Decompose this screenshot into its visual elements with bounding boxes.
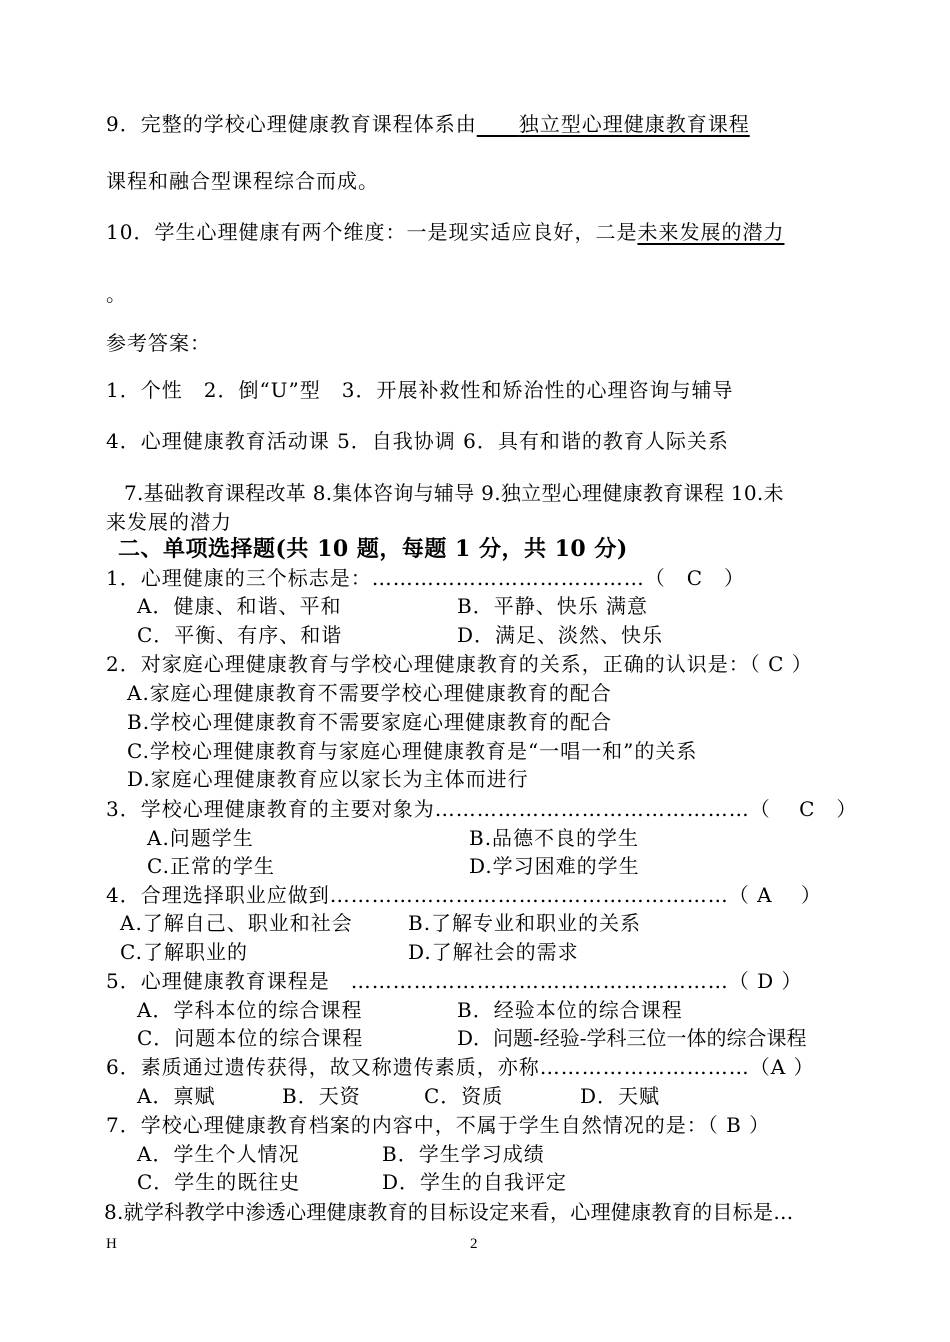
q5-option-c: C．问题本位的综合课程 xyxy=(137,1026,364,1050)
q9-continuation: 课程和融合型课程综合而成。 xyxy=(106,169,379,193)
q5-option-a: A．学科本位的综合课程 xyxy=(137,998,363,1022)
reference-line-4: 来发展的潜力 xyxy=(106,510,232,534)
q10-stem: 10．学生心理健康有两个维度：一是现实适应良好，二是 xyxy=(106,220,638,244)
q1-option-c: C．平衡、有序、和谐 xyxy=(137,623,343,647)
q7-option-d: D．学生的自我评定 xyxy=(382,1170,568,1194)
q1-option-d: D．满足、淡然、快乐 xyxy=(457,623,664,647)
q2-option-c: C.学校心理健康教育与家庭心理健康教育是“一唱一和”的关系 xyxy=(127,739,698,763)
q3-option-b: B.品德不良的学生 xyxy=(469,826,640,850)
reference-label: 参考答案： xyxy=(106,331,211,355)
q2-option-b: B.学校心理健康教育不需要家庭心理健康教育的配合 xyxy=(127,710,613,734)
reference-line-2: 4．心理健康教育活动课 5．自我协调 6．具有和谐的教育人际关系 xyxy=(106,429,729,453)
q4-option-b: B.了解专业和职业的关系 xyxy=(408,911,642,935)
q7-option-b: B．学生学习成绩 xyxy=(382,1142,545,1166)
q10-line xyxy=(106,219,784,245)
q6-option-c: C．资质 xyxy=(424,1084,504,1108)
section-title: 二、单项选择题(共 10 题，每题 1 分，共 10 分) xyxy=(118,536,628,562)
q7-option-a: A．学生个人情况 xyxy=(137,1142,300,1166)
q9-answer: 独立型心理健康教育课程 xyxy=(518,112,750,136)
q9-line xyxy=(106,111,750,137)
question-3-stem: 3．学校心理健康教育的主要对象为………………………………………（ C ） xyxy=(106,797,858,821)
question-6-stem: 6．素质通过遗传获得，故又称遗传素质，亦称…………………………（A ） xyxy=(106,1055,815,1079)
q10-answer: 未来发展的潜力 xyxy=(637,220,785,244)
q5-option-b: B．经验本位的综合课程 xyxy=(457,998,683,1022)
q4-option-a: A.了解自己、职业和社会 xyxy=(120,911,353,935)
q10-continuation: 。 xyxy=(106,282,127,306)
question-4-stem: 4．合理选择职业应做到…………………………………………………（ A ） xyxy=(106,883,822,907)
q7-option-c: C．学生的既往史 xyxy=(137,1170,301,1194)
q3-option-d: D.学习困难的学生 xyxy=(469,854,640,878)
footer-left-mark: H xyxy=(106,1236,117,1252)
q3-option-c: C.正常的学生 xyxy=(147,854,275,878)
reference-line-1: 1．个性 2．倒“U”型 3．开展补救性和矫治性的心理咨询与辅导 xyxy=(106,378,734,402)
q6-option-a: A．禀赋 xyxy=(137,1084,216,1108)
question-2-stem: 2．对家庭心理健康教育与学校心理健康教育的关系，正确的认识是：（ C ） xyxy=(106,652,813,676)
question-5-stem: 5．心理健康教育课程是 ………………………………………………（ D ） xyxy=(106,969,803,993)
q1-option-b: B．平静、快乐 满意 xyxy=(457,594,649,618)
q4-option-d: D.了解社会的需求 xyxy=(408,940,579,964)
q2-option-a: A.家庭心理健康教育不需要学校心理健康教育的配合 xyxy=(127,681,612,705)
question-7-stem: 7．学校心理健康教育档案的内容中，不属于学生自然情况的是：（ B ） xyxy=(106,1113,771,1137)
q5-option-d: D．问题-经验-学科三位一体的综合课程 xyxy=(457,1026,807,1050)
q6-option-b: B．天资 xyxy=(282,1084,361,1108)
q6-option-d: D．天赋 xyxy=(580,1084,661,1108)
question-8-stem: 8.就学科教学中渗透心理健康教育的目标设定来看，心理健康教育的目标是… xyxy=(104,1200,794,1224)
q1-option-a: A．健康、和谐、平和 xyxy=(137,594,342,618)
q3-option-a: A.问题学生 xyxy=(147,826,254,850)
q9-stem: 9．完整的学校心理健康教育课程体系由 xyxy=(106,112,477,136)
page-number: 2 xyxy=(470,1236,478,1252)
q2-option-d: D.家庭心理健康教育应以家长为主体而进行 xyxy=(127,767,529,791)
q4-option-c: C.了解职业的 xyxy=(120,940,248,964)
question-1-stem: 1．心理健康的三个标志是：…………………………………（ C ） xyxy=(106,566,746,590)
reference-line-3: 7.基础教育课程改革 8.集体咨询与辅导 9.独立型心理健康教育课程 10.未 xyxy=(124,481,784,505)
